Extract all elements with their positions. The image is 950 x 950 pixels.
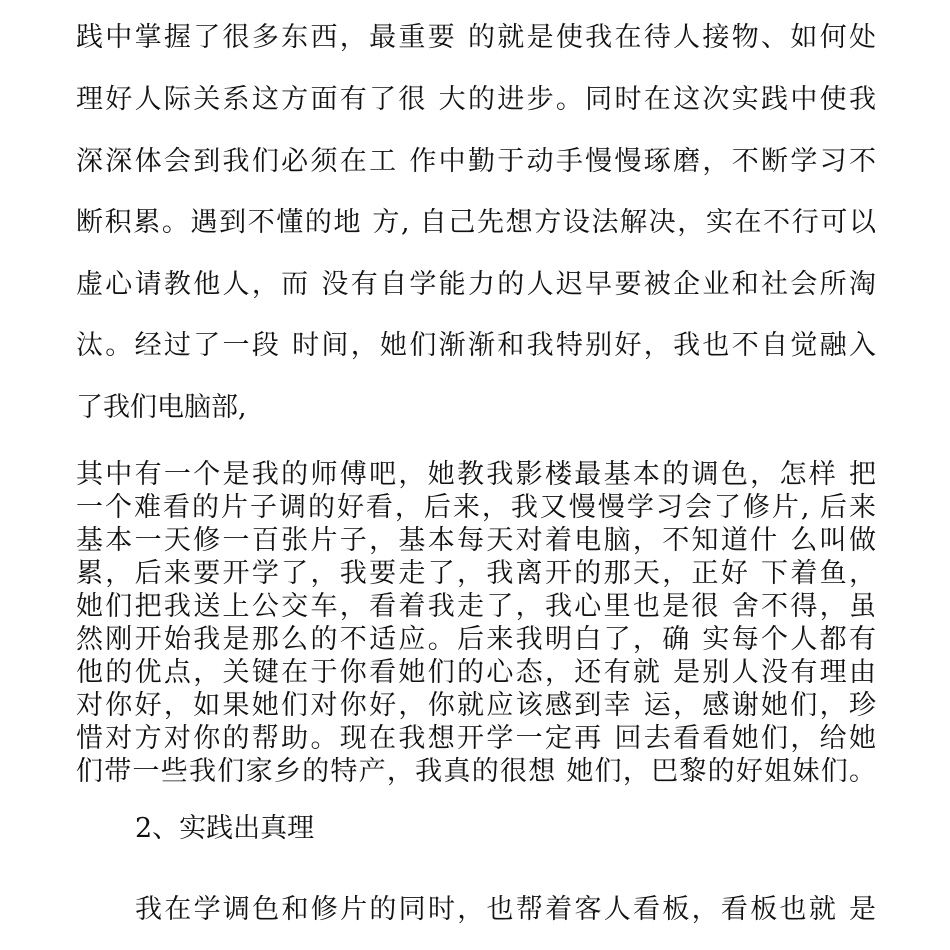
paragraph-2-line-4: 累，后来要开学了，我要走了，我离开的那天，正好 下着鱼， bbox=[76, 558, 876, 589]
paragraph-1-line-6: 汰。经过了一段 时间，她们渐渐和我特别好，我也不自觉融入 bbox=[76, 330, 876, 361]
paragraph-2-line-9: 惜对方对你的帮助。现在我想开学一定再 回去看看她们，给她 bbox=[76, 723, 876, 754]
paragraph-1-line-5: 虚心请教他人，而 没有自学能力的人迟早要被企业和社会所淘 bbox=[76, 269, 876, 300]
paragraph-2-line-8: 对你好，如果她们对你好，你就应该感到幸 运，感谢她们，珍 bbox=[76, 690, 876, 721]
section-heading: 2、实践出真理 bbox=[135, 813, 315, 844]
paragraph-2-line-10: 们带一些我们家乡的特产，我真的很想 她们，巴黎的好姐妹们。 bbox=[76, 756, 876, 787]
paragraph-1-line-2: 理好人际关系这方面有了很 大的进步。同时在这次实践中使我 bbox=[76, 84, 876, 115]
paragraph-1-line-1: 践中掌握了很多东西，最重要 的就是使我在待人接物、如何处 bbox=[76, 22, 876, 53]
paragraph-2-line-2: 一个难看的片子调的好看，后来，我又慢慢学习会了修片, 后来 bbox=[76, 492, 876, 523]
paragraph-2-line-3: 基本一天修一百张片子，基本每天对着电脑，不知道什 么叫做 bbox=[76, 525, 876, 556]
paragraph-1-line-4: 断积累。遇到不懂的地 方, 自己先想方设法解决，实在不行可以 bbox=[76, 207, 876, 238]
paragraph-1-line-7: 了我们电脑部, bbox=[76, 392, 247, 423]
paragraph-2-line-7: 他的优点，关键在于你看她们的心态，还有就 是别人没有理由 bbox=[76, 657, 876, 688]
paragraph-2-line-1: 其中有一个是我的师傅吧，她教我影楼最基本的调色，怎样 把 bbox=[76, 459, 876, 490]
paragraph-2-line-5: 她们把我送上公交车，看着我走了，我心里也是很 舍不得，虽 bbox=[76, 591, 876, 622]
paragraph-2-line-6: 然刚开始我是那么的不适应。后来我明白了，确 实每个人都有 bbox=[76, 624, 876, 655]
paragraph-3-line-1: 我在学调色和修片的同时，也帮着客人看板，看板也就 是 bbox=[135, 894, 876, 925]
paragraph-1-line-3: 深深体会到我们必须在工 作中勤于动手慢慢琢磨，不断学习不 bbox=[76, 146, 876, 177]
